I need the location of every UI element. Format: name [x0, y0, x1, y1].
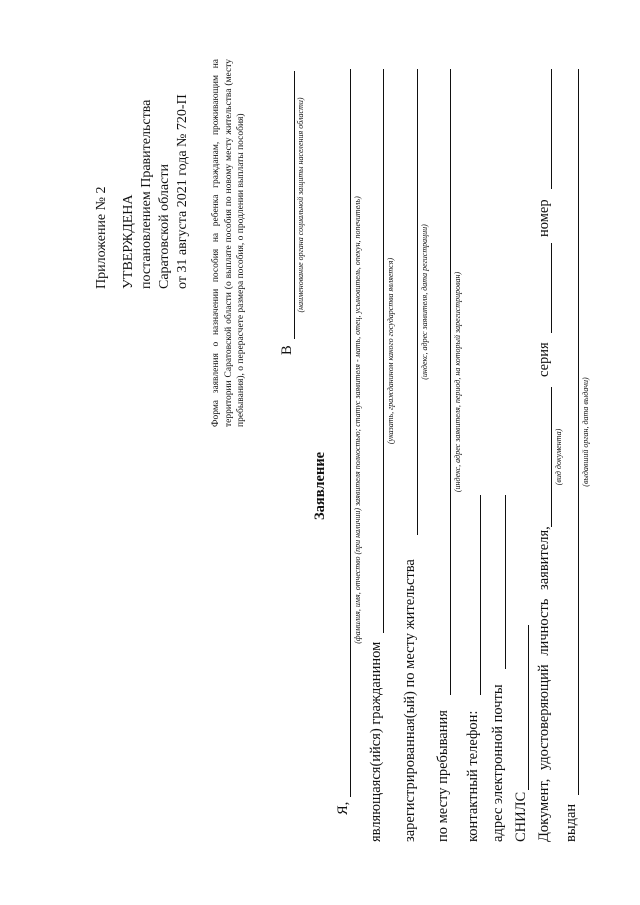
email-line[interactable]	[505, 495, 506, 669]
citizenship-label: являющаяся(ийся) гражданином	[368, 641, 384, 842]
recipient-prefix: В	[279, 345, 295, 355]
applicant-name-caption: (фамилия, имя, отчество (при наличии) заявителя полностью; статус заявителя - мать, отец, усыновитель, опекун, попечитель)	[353, 196, 362, 644]
issued-caption: (выдавший орган, дата выдачи)	[581, 377, 590, 487]
registration-caption: (индекс, адрес заявителя, дата регистрации)	[420, 224, 429, 380]
document-type-line[interactable]	[551, 387, 552, 527]
stay-caption: (индекс, адрес заявителя, период, на который зарегистрирован)	[453, 271, 462, 493]
approved-label: УТВЕРЖДЕНА	[121, 194, 136, 289]
phone-line[interactable]	[480, 495, 481, 695]
number-line[interactable]	[551, 69, 552, 189]
document-type-caption: (вид документа)	[554, 428, 563, 486]
phone-label: контактный телефон:	[465, 710, 481, 842]
registration-line[interactable]	[417, 69, 418, 535]
document-label: Документ, удостоверяющий личность заявителя,	[536, 526, 552, 842]
registration-label: зарегистрированная(ый) по месту жительства	[402, 559, 418, 842]
snils-label: СНИЛС	[513, 791, 529, 842]
stay-label: по месту пребывания	[435, 710, 451, 842]
approval-line-3: от 31 августа 2021 года № 720-П	[175, 94, 190, 289]
series-line[interactable]	[551, 243, 552, 333]
approval-line-1: постановлением Правительства	[139, 99, 154, 289]
issued-label: выдан	[563, 803, 579, 842]
form-description: Форма заявления о назначении пособия на ребенка гражданам, проживающим на территории Саратовской области (о выплате пособия по новому месту жительства (месту пребывания), о перерасчете размера пособия, о продлении выплаты пособия)	[211, 59, 247, 427]
snils-line[interactable]	[528, 625, 529, 790]
recipient-caption: (наименование органа социальной защиты населения области)	[296, 97, 305, 313]
citizenship-line[interactable]	[383, 69, 384, 633]
applicant-prefix: Я,	[335, 801, 351, 815]
issued-line[interactable]	[578, 69, 579, 795]
document-title: Заявление	[312, 451, 328, 520]
series-label: серия	[536, 342, 552, 377]
appendix-label: Приложение № 2	[94, 186, 109, 289]
email-label: адрес электронной почты	[490, 684, 506, 842]
applicant-name-line[interactable]	[350, 69, 351, 797]
stay-line[interactable]	[450, 69, 451, 695]
citizenship-caption: (указать, гражданином какого государства является)	[386, 257, 395, 445]
recipient-line[interactable]	[294, 71, 295, 339]
approval-line-2: Саратовской области	[157, 164, 172, 289]
number-label: номер	[536, 199, 552, 237]
